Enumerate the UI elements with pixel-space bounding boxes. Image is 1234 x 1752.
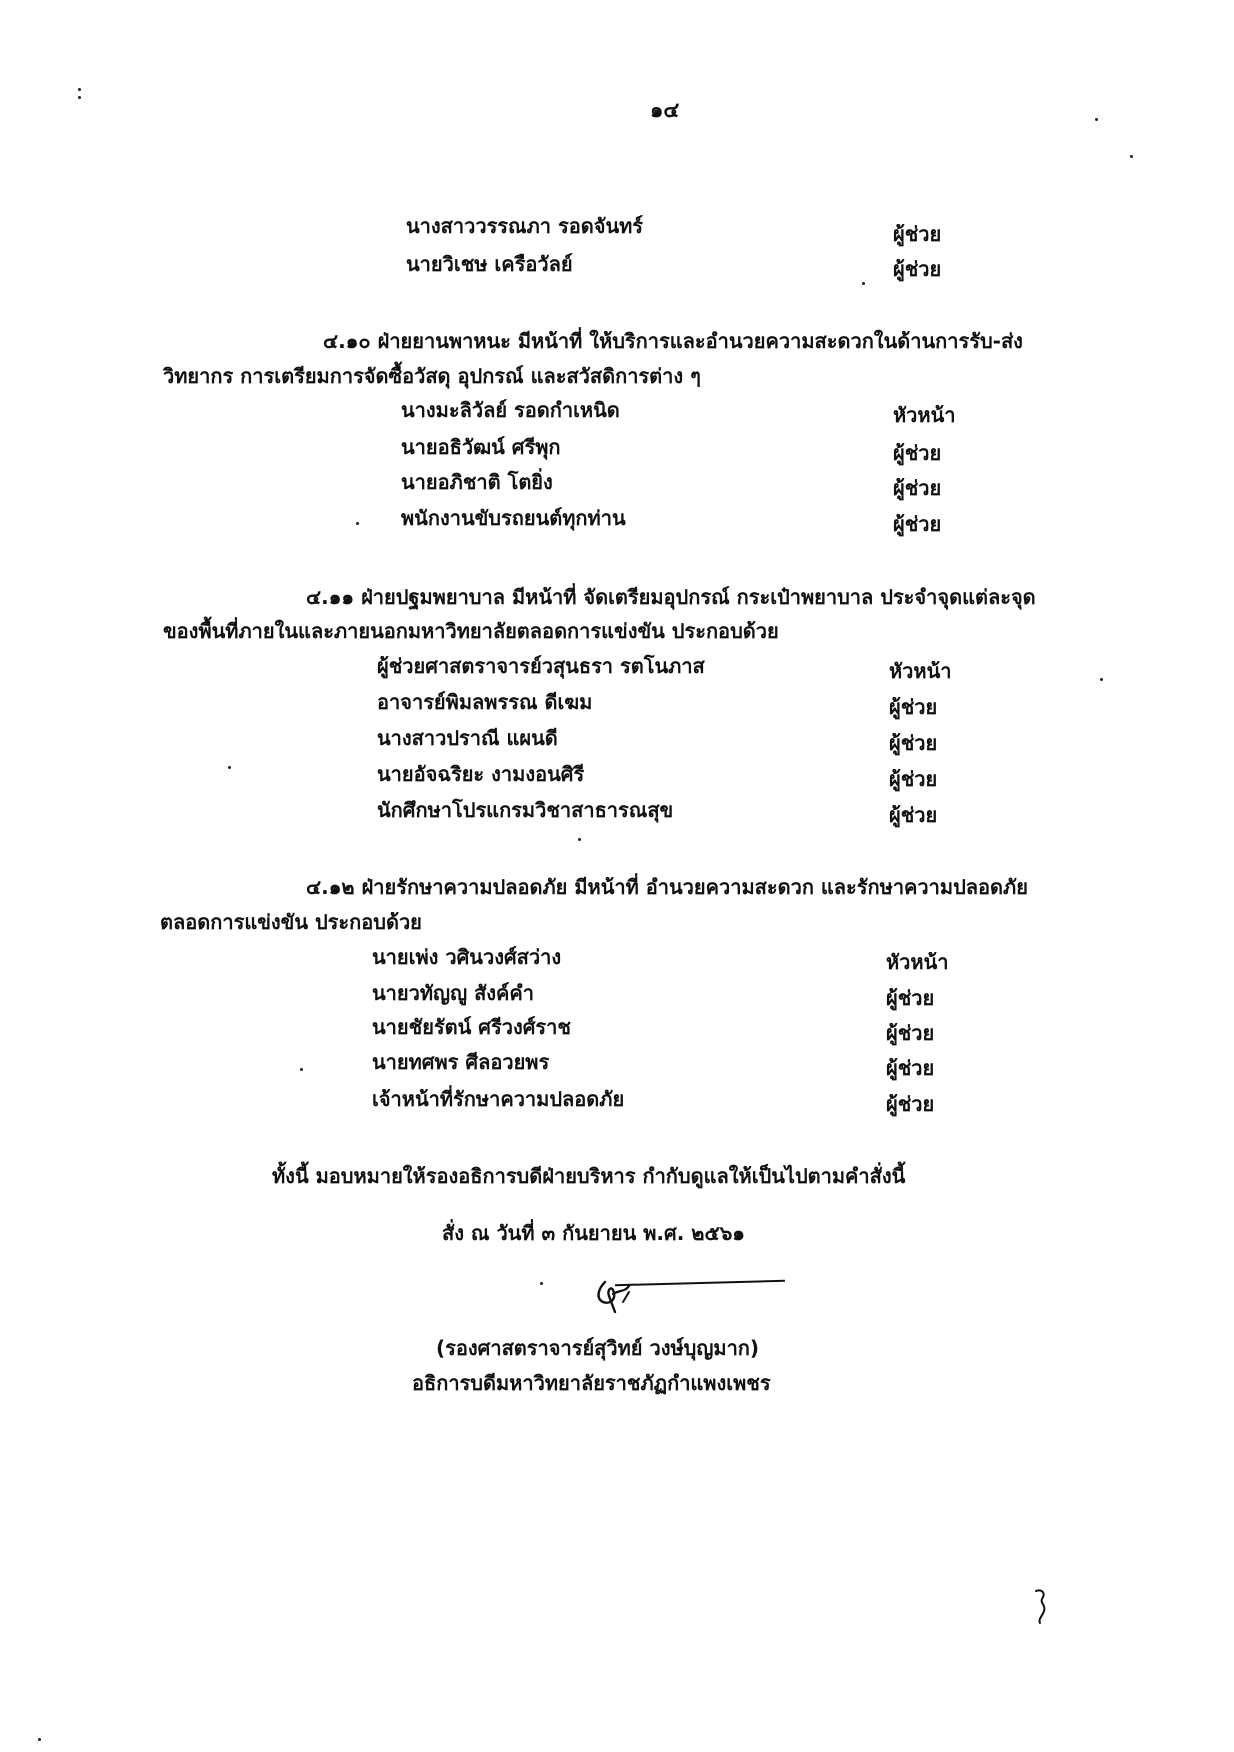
- scan-speck: [228, 766, 231, 769]
- member-name: นายวทัญญู สังค์คำ: [372, 981, 535, 1005]
- order-date: สั่ง ณ วันที่ ๓ กันยายน พ.ศ. ๒๕๖๑: [442, 1221, 745, 1245]
- member-role: ผู้ช่วย: [893, 222, 942, 246]
- member-role: หัวหน้า: [889, 659, 952, 683]
- handwritten-page-mark: [1030, 1585, 1054, 1625]
- section-heading: ๔.๑๑ ฝ่ายปฐมพยาบาล มีหน้าที่ จัดเตรียมอุปกรณ์ กระเป๋าพยาบาล ประจำจุดแต่ละจุด: [306, 585, 1036, 609]
- member-name: นายวิเชษ เครือวัลย์: [406, 252, 573, 276]
- member-name: อาจารย์พิมลพรรณ ดีเฆม: [377, 690, 593, 714]
- section-heading: ๔.๑๐ ฝ่ายยานพาหนะ มีหน้าที่ ให้บริการและอำนวยความสะดวกในด้านการรับ-ส่ง: [323, 329, 1023, 353]
- scan-speck: [78, 96, 81, 99]
- member-role: ผู้ช่วย: [886, 1056, 935, 1080]
- member-role: ผู้ช่วย: [889, 803, 938, 827]
- member-name: นายอธิวัฒน์ ศรีพุก: [401, 435, 561, 459]
- member-role: ผู้ช่วย: [893, 476, 942, 500]
- member-role: หัวหน้า: [886, 950, 949, 974]
- member-role: ผู้ช่วย: [889, 731, 938, 755]
- member-role: ผู้ช่วย: [886, 1092, 935, 1116]
- scan-speck: [862, 282, 865, 285]
- handwritten-signature: [585, 1272, 645, 1320]
- scan-speck: [300, 1068, 303, 1071]
- scan-speck: [78, 88, 81, 91]
- section-heading-cont: ของพื้นที่ภายในและภายนอกมหาวิทยาลัยตลอดการแข่งขัน ประกอบด้วย: [163, 619, 779, 643]
- member-name: นักศึกษาโปรแกรมวิชาสาธารณสุข: [377, 798, 674, 822]
- member-role: ผู้ช่วย: [893, 512, 942, 536]
- member-name: ผู้ช่วยศาสตราจารย์วสุนธรา รตโนภาส: [377, 654, 705, 678]
- member-role: ผู้ช่วย: [886, 1021, 935, 1045]
- member-name: เจ้าหน้าที่รักษาความปลอดภัย: [372, 1087, 625, 1111]
- member-role: หัวหน้า: [893, 403, 956, 427]
- member-role: ผู้ช่วย: [889, 695, 938, 719]
- member-name: นายทศพร ศีลอวยพร: [372, 1050, 550, 1074]
- scan-speck: [1100, 678, 1103, 681]
- member-role: ผู้ช่วย: [889, 767, 938, 791]
- scan-speck: [1095, 118, 1098, 121]
- scan-speck: [38, 1738, 41, 1741]
- signer-position: อธิการบดีมหาวิทยาลัยราชภัฏกำแพงเพชร: [412, 1371, 771, 1395]
- member-role: ผู้ช่วย: [893, 257, 942, 281]
- section-heading: ๔.๑๒ ฝ่ายรักษาความปลอดภัย มีหน้าที่ อำนวยความสะดวก และรักษาความปลอดภัย: [306, 875, 1028, 899]
- member-role: ผู้ช่วย: [886, 986, 935, 1010]
- signer-name: (รองศาสตราจารย์สุวิทย์ วงษ์บุญมาก): [436, 1336, 760, 1360]
- member-name: นายอัจฉริยะ งามงอนศิรี: [377, 762, 585, 786]
- assignment-statement: ทั้งนี้ มอบหมายให้รองอธิการบดีฝ่ายบริหาร กำกับดูแลให้เป็นไปตามคำสั่งนี้: [272, 1164, 906, 1188]
- member-name: พนักงานขับรถยนต์ทุกท่าน: [401, 506, 626, 530]
- member-name: นางมะลิวัลย์ รอดกำเหนิด: [401, 398, 620, 422]
- scan-speck: [356, 522, 359, 525]
- section-heading-cont: วิทยากร การเตรียมการจัดซื้อวัสดุ อุปกรณ์ และสวัสดิการต่าง ๆ: [163, 364, 701, 388]
- member-name: นายชัยรัตน์ ศรีวงศ์ราช: [372, 1015, 571, 1039]
- member-name: นายอภิชาติ โตยิ่ง: [401, 470, 553, 494]
- scan-speck: [540, 1282, 543, 1285]
- scan-speck: [578, 838, 581, 841]
- scan-speck: [1130, 155, 1133, 158]
- member-name: นายเพ่ง วศินวงศ์สว่าง: [372, 945, 562, 969]
- member-name: นางสาวปราณี แผนดี: [377, 726, 558, 750]
- page-number: ๑๔: [650, 98, 680, 122]
- member-role: ผู้ช่วย: [893, 441, 942, 465]
- section-heading-cont: ตลอดการแข่งขัน ประกอบด้วย: [160, 910, 422, 934]
- member-name: นางสาววรรณภา รอดจันทร์: [406, 214, 644, 238]
